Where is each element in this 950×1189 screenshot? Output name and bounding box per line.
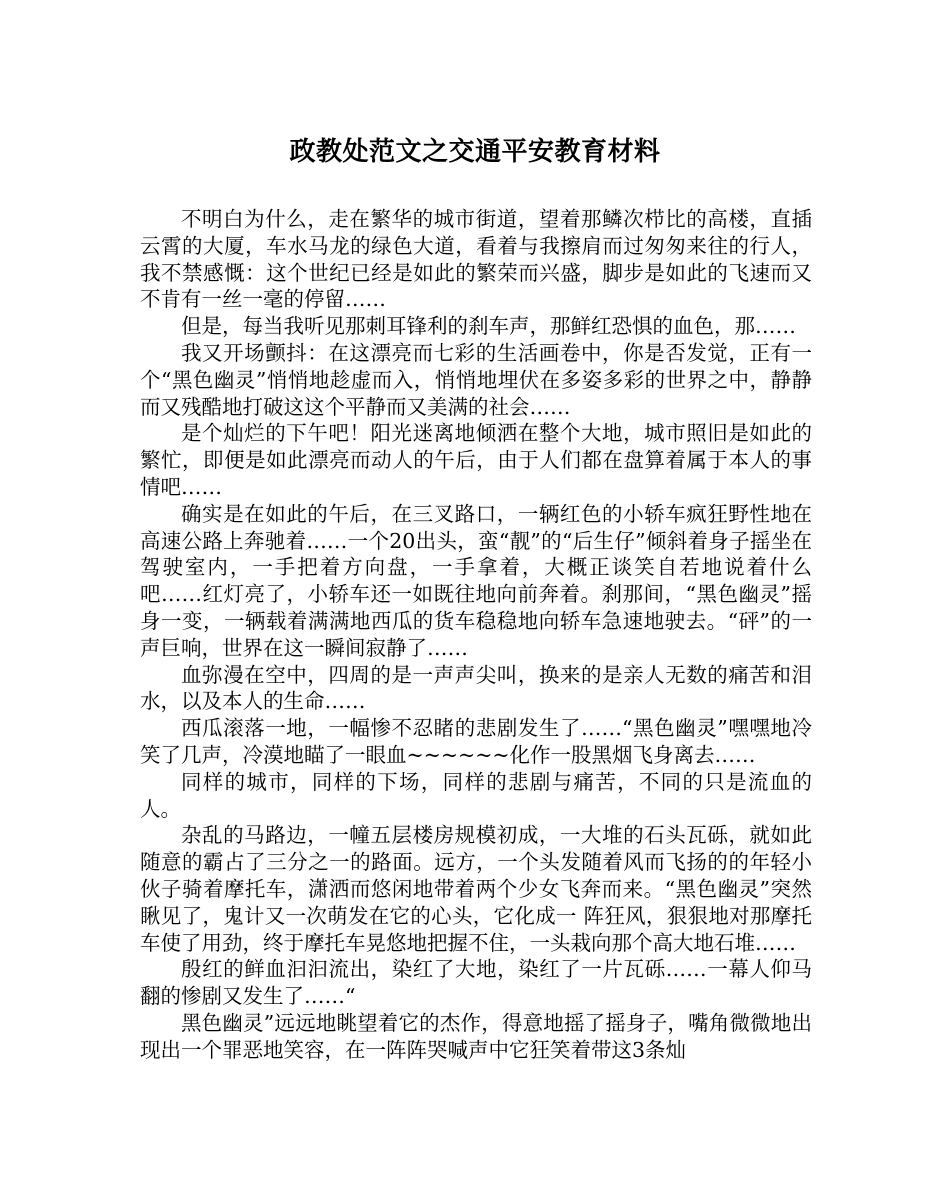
paragraph: 但是，每当我听见那刺耳锋利的刹车声，那鲜红恐惧的血色，那……	[181, 314, 796, 339]
paragraph: 西瓜滚落一地，一幅惨不忍睹的悲剧发生了……“黑色幽灵”嘿嘿地冷笑了几声，冷漠地瞄了一眼血~~~~~~化作一股黑烟飞身离去……	[140, 716, 812, 767]
paragraph: 殷红的鲜血汩汩流出，染红了大地，染红了一片瓦砾……一幕人仰马翻的惨剧又发生了……“	[140, 957, 812, 1009]
paragraph: 同样的城市，同样的下场，同样的悲剧与痛苦，不同的只是流血的人。	[140, 769, 812, 821]
paragraph: 不明白为什么，走在繁华的城市街道，望着那鳞次栉比的高楼，直插云霄的大厦，车水马龙的绿色大道，看着与我擦肩而过匆匆来往的行人，我不禁感慨：这个世纪已经是如此的繁荣而兴盛，脚步是如此的飞速而又不肯有一丝一毫的停留……	[140, 207, 812, 312]
paragraph: 血弥漫在空中，四周的是一声声尖叫，换来的是亲人无数的痛苦和泪水，以及本人的生命……	[140, 662, 812, 714]
document-body	[140, 206, 812, 1064]
paragraph: 我又开场颤抖：在这漂亮而七彩的生活画卷中，你是否发觉，正有一个“黑色幽灵”悄悄地趁虚而入，悄悄地埋伏在多姿多彩的世界之中，静静而又残酷地打破这这个平静而又美满的社会……	[140, 340, 812, 419]
paragraph: 杂乱的马路边，一幢五层楼房规模初成，一大堆的石头瓦砾，就如此随意的霸占了三分之一的路面。远方，一个头发随着风而飞扬的的年轻小伙子骑着摩托车，潇洒而悠闲地带着两个少女飞奔而来。“黑色幽灵”突然瞅见了，鬼计又一次萌发在它的心头，它化成一 阵狂风，狠狠地对那摩托车使了用劲，终于摩托车晃悠地把握不住，一头栽向那个高大地石堆……	[140, 823, 812, 955]
paragraph: 确实是在如此的午后，在三叉路口，一辆红色的小轿车疯狂野性地在高速公路上奔驰着……一个20出头，蛮“靓”的“后生仔”倾斜着身子摇坐在驾驶室内，一手把着方向盘，一手拿着，大概正谈笑自若地说着什么吧……红灯亮了，小轿车还一如既往地向前奔着。刹那间，“黑色幽灵”摇身一变，一辆载着满满地西瓜的货车稳稳地向轿车急速地驶去。“砰”的一声巨响，世界在这一瞬间寂静了……	[140, 501, 812, 660]
paragraph: 是个灿烂的下午吧！阳光迷离地倾洒在整个大地，城市照旧是如此的繁忙，即便是如此漂亮而动人的午后，由于人们都在盘算着属于本人的事情吧……	[140, 421, 812, 499]
paragraph: 黑色幽灵”远远地眺望着它的杰作，得意地摇了摇身子，嘴角微微地出现出一个罪恶地笑容，在一阵阵哭喊声中它狂笑着带这3条灿	[140, 1010, 812, 1062]
document-title: 政教处范文之交通平安教育材料	[289, 137, 661, 167]
